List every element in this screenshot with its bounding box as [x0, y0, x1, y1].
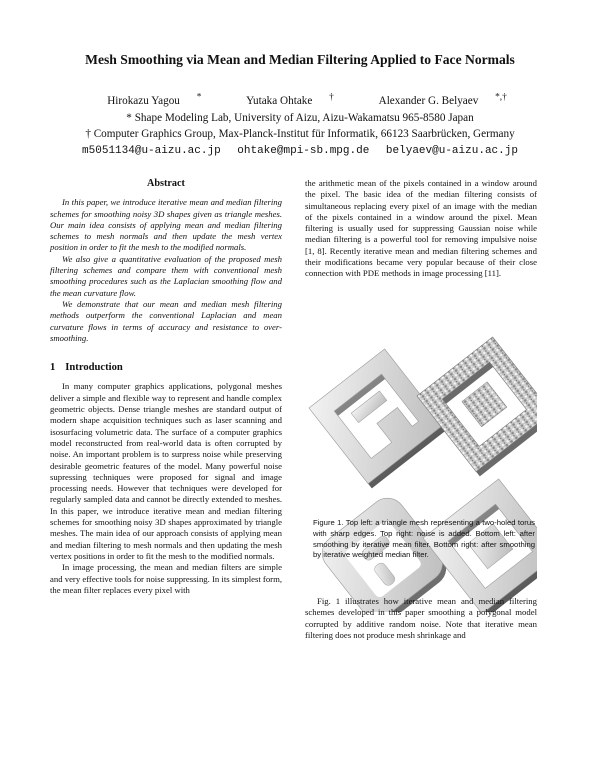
- figure-1-image: [305, 288, 537, 612]
- abstract: [50, 178, 282, 344]
- email: m5051134@u-aizu.ac.jp: [82, 145, 221, 157]
- author: Yutaka Ohtake †: [246, 92, 334, 107]
- email: belyaev@u-aizu.ac.jp: [385, 145, 518, 157]
- figure-1: [305, 288, 537, 612]
- abstract-paragraph: In this paper, we introduce iterative mean and median filtering schemes for smoothing noisy 3D shapes given as triangle meshes. Our main idea consists of applying mean and median filtering schemes to mesh normals and then update the mesh vertex position in order to fit the mesh to the modified normals.: [50, 197, 282, 253]
- email: ohtake@mpi-sb.mpg.de: [237, 145, 370, 157]
- right-column: [305, 178, 537, 640]
- left-column: [50, 178, 282, 596]
- figure-1-caption: Figure 1. Top left: a triangle mesh representing a two-holed torus with sharp edges. Top right: noise is added. Bottom left: after smoothing by iterative mean filter. Bottom right: after smoothing by iterative weighted median filter.: [313, 518, 535, 560]
- body-paragraph: Fig. 1 illustrates how iterative mean and median filtering schemes developed in this paper smoothing a polygonal model corrupted by additive random noise. Note that iterative mean filtering does not produce mesh shrinkage and: [305, 596, 537, 640]
- mesh-clean: [309, 349, 447, 488]
- email-list: [0, 145, 600, 157]
- author-list: [0, 92, 600, 107]
- mesh-noisy: [417, 337, 537, 476]
- affiliation-mpi: † Computer Graphics Group, Max-Planck-Institut für Informatik, 66123 Saarbrücken, Germany: [85, 128, 515, 140]
- body-paragraph: the arithmetic mean of the pixels contained in a window around the pixel. The basic idea of the median filtering consists of simultaneous replacing every pixel of an image with the median of the pixels contained in a window around the pixel. Mean filtering is usually used for suppressing Gaussian noise while median filtering is a powerful tool for removing impulsive noise [1, 8]. Recently iterative mean and median filtering schemes and their modifications became very popular because of their close connection with PDE methods in image processing [11].: [305, 178, 537, 279]
- paper-title: Mesh Smoothing via Mean and Median Filtering Applied to Face Normals: [85, 52, 515, 67]
- section-number: 1: [50, 362, 56, 374]
- affiliation-aizu: * Shape Modeling Lab, University of Aizu, Aizu-Wakamatsu 965-8580 Japan: [126, 112, 474, 124]
- introduction-body: [50, 381, 282, 596]
- section-heading-introduction: [50, 362, 282, 373]
- author: Hirokazu Yagou *: [107, 92, 202, 107]
- figure-discussion: [305, 596, 537, 641]
- abstract-paragraph: We also give a quantitative evaluation of the proposed mesh filtering schemes and compare them with conventional mesh smoothing procedures such as the Laplacian smoothing flow and the mean curvature flow.: [50, 253, 282, 298]
- body-paragraph: In image processing, the mean and median filters are simple and very effective tools for noise suppressing. In its simplest form, the mean filter replaces every pixel with: [50, 562, 282, 595]
- author: Alexander G. Belyaev *,†: [378, 92, 507, 107]
- body-paragraph: In many computer graphics applications, polygonal meshes deliver a simple and flexible way to represent and handle complex geometric objects. Dense triangle meshes are standard output of modern shape acquisition techniques such as laser scanning and isosurfacing volumetric data. The surface of a computer graphics model reconstructed from real-world data is often corrupted by noise. An important problem is to surpress noise while preserving desirable geometric features of the model. Many powerful noise supressing techniques were proposed for signal and image processing needs. However that techniques were developed for regularly sampled data and cannot be directly extended to meshes. In this paper, we introduce iterative mean and median filtering schemes for smoothing noisy 3D shapes approximated by triangle meshes. The main idea of our approach consists of applying mean and median filtering to mesh normals and then updating the mesh vertex positions in order to fit the mesh to the modified normals.: [50, 381, 282, 561]
- abstract-paragraph: We demonstrate that our mean and median mesh filtering methods outperform the conventional Laplacian and mean curvature flows in terms of accuracy and resistance to over-smoothing.: [50, 298, 282, 343]
- section-title: Introduction: [65, 362, 123, 374]
- abstract-heading: Abstract: [147, 178, 185, 189]
